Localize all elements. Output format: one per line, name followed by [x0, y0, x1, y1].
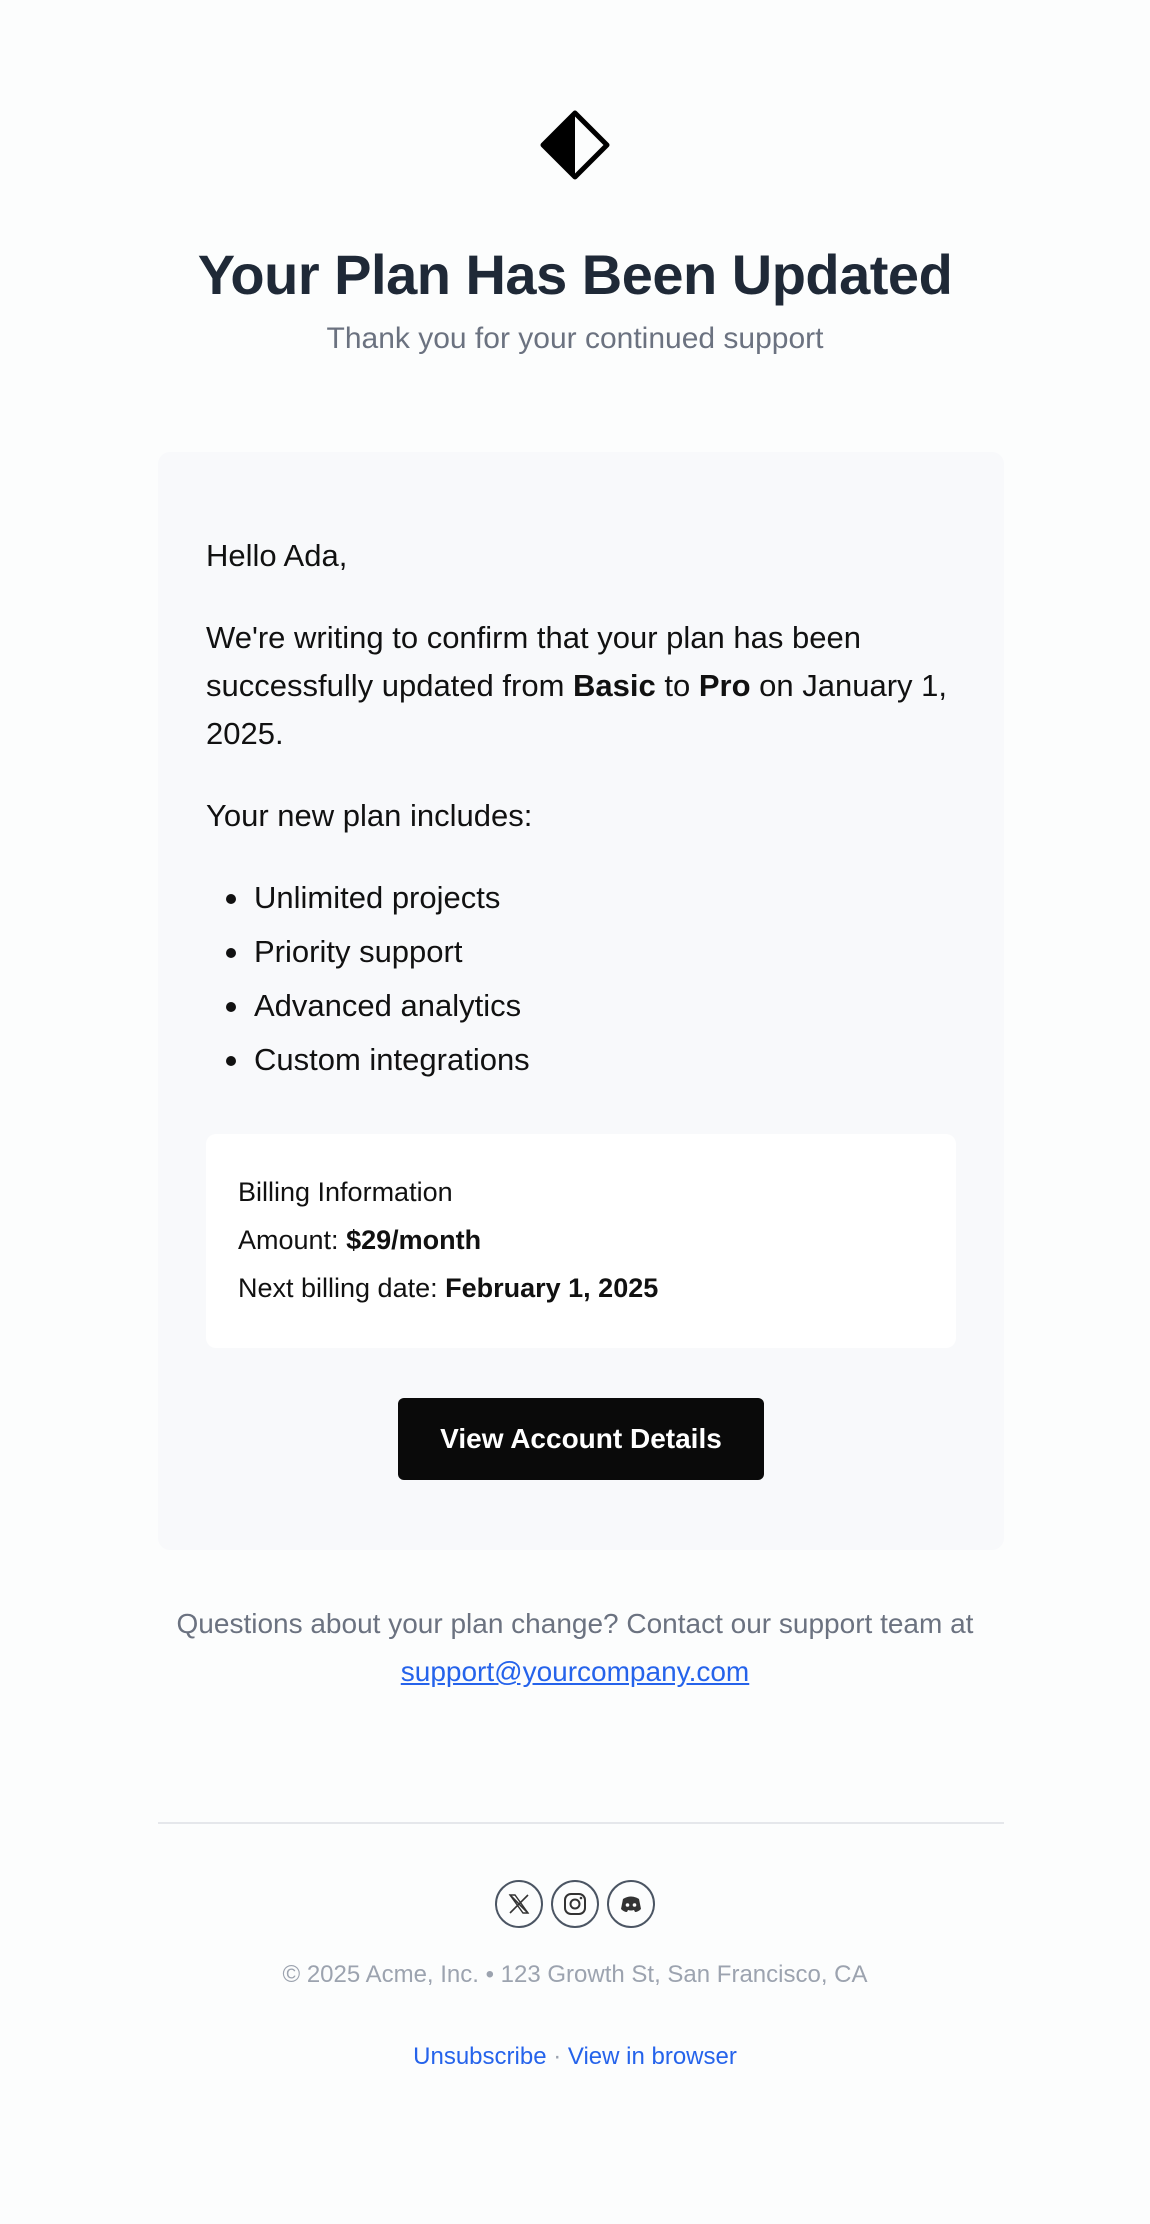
new-plan-name: Pro	[698, 668, 751, 703]
includes-label: Your new plan includes:	[206, 798, 533, 833]
billing-info-box	[206, 1134, 956, 1348]
billing-heading: Billing Information	[238, 1177, 453, 1207]
view-in-browser-link[interactable]: View in browser	[567, 2043, 737, 2070]
view-account-details-button[interactable]: View Account Details	[398, 1398, 764, 1480]
footer-divider	[158, 1822, 1004, 1824]
billing-amount-value: $29/month	[346, 1225, 482, 1255]
confirmation-text	[206, 614, 956, 758]
confirmation-to: to	[655, 668, 699, 703]
confirmation-prefix: We're writing to confirm that your plan has been successfully updated from	[206, 620, 861, 703]
support-email-link[interactable]: support@yourcompany.com	[400, 1656, 750, 1687]
unsubscribe-link[interactable]: Unsubscribe	[413, 2043, 547, 2070]
company-address: © 2025 Acme, Inc. • 123 Growth St, San Francisco, CA	[282, 1961, 868, 1988]
greeting: Hello Ada,	[206, 538, 348, 573]
billing-amount-label: Amount:	[238, 1225, 347, 1255]
discord-icon[interactable]	[607, 1880, 655, 1928]
email-header	[0, 0, 1150, 359]
help-text	[0, 1600, 1150, 1696]
feature-list	[206, 878, 956, 1094]
billing-next-date-row	[238, 1264, 924, 1312]
page-title: Your Plan Has Been Updated	[197, 243, 953, 306]
logo-icon	[540, 110, 610, 180]
footer-links	[0, 2040, 1150, 2074]
footer-separator: ·	[546, 2043, 568, 2070]
feature-item: Advanced analytics	[206, 986, 956, 1040]
old-plan-name: Basic	[573, 668, 656, 703]
feature-item: Priority support	[206, 932, 956, 986]
cta-wrapper	[206, 1398, 956, 1480]
social-links	[0, 1880, 1150, 1928]
x-icon[interactable]	[495, 1880, 543, 1928]
billing-amount-row	[238, 1216, 924, 1264]
instagram-icon[interactable]	[551, 1880, 599, 1928]
content-card	[158, 452, 1004, 1550]
billing-next-date-label: Next billing date:	[238, 1273, 446, 1303]
confirmation-suffix: on January 1, 2025.	[206, 668, 947, 751]
page-subtitle: Thank you for your continued support	[326, 322, 824, 355]
feature-item: Unlimited projects	[206, 878, 956, 932]
help-message: Questions about your plan change? Contact our support team at	[176, 1608, 974, 1639]
feature-item: Custom integrations	[206, 1040, 956, 1094]
billing-next-date-value: February 1, 2025	[445, 1273, 659, 1303]
